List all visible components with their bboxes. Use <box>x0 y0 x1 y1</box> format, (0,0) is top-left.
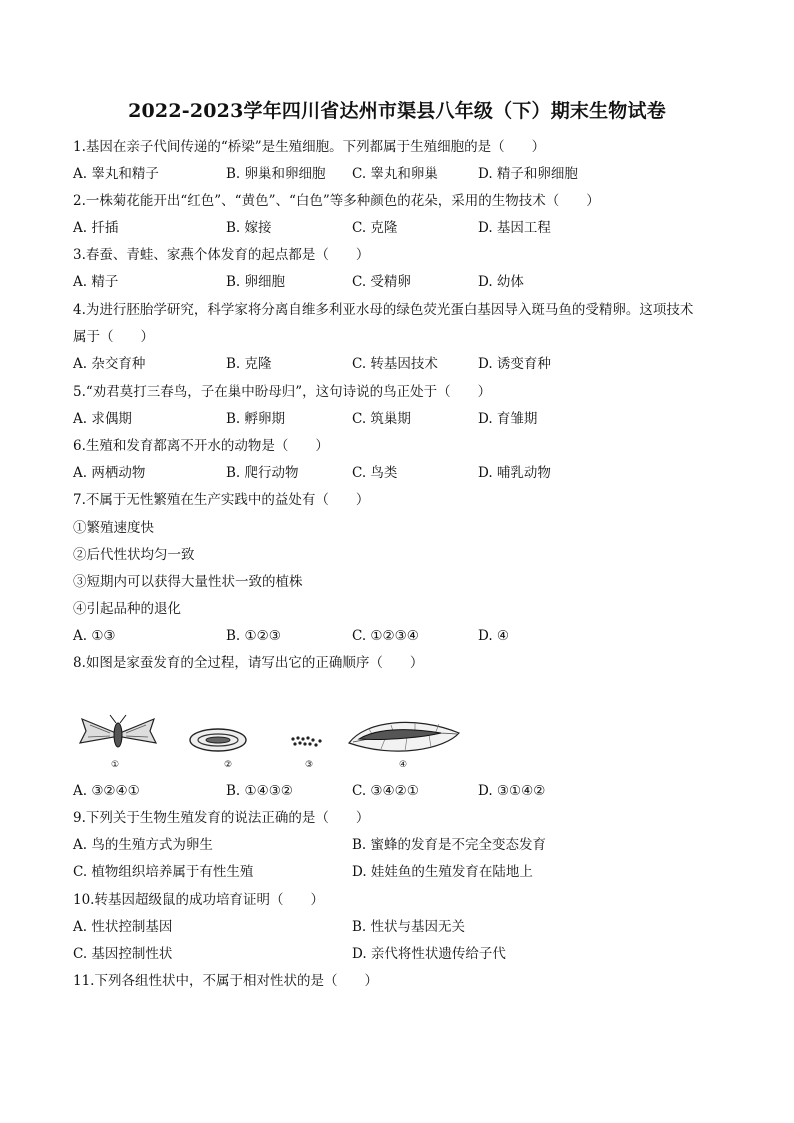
option[interactable]: B. 克隆 <box>226 356 272 372</box>
option[interactable]: D. 亲代将性状遗传给子代 <box>352 946 506 962</box>
option[interactable]: D. 幼体 <box>478 274 524 290</box>
option[interactable]: A. 扦插 <box>73 220 119 236</box>
option[interactable]: B. 蜜蜂的发育是不完全变态发育 <box>352 837 547 853</box>
option[interactable]: A. 两栖动物 <box>73 465 146 481</box>
option[interactable]: C. 转基因技术 <box>352 356 438 372</box>
option[interactable]: D. 哺乳动物 <box>478 465 551 481</box>
option-row <box>73 626 733 646</box>
question-stem: 9.下列关于生物生殖发育的说法正确的是（ ） <box>73 810 370 826</box>
option[interactable]: D. 育雏期 <box>478 411 538 427</box>
statement-item: ②后代性状均匀一致 <box>73 547 195 563</box>
option[interactable]: C. 克隆 <box>352 220 398 236</box>
question-stem: 5.“劝君莫打三春鸟，子在巢中盼母归”，这句诗说的鸟正处于（ ） <box>73 384 492 400</box>
option[interactable]: D. 诱变育种 <box>478 356 551 372</box>
option[interactable]: C. 睾丸和卵巢 <box>352 166 438 182</box>
option[interactable]: B. ①④③② <box>226 783 293 799</box>
figure-label: ③ <box>305 760 314 770</box>
question-stem: 4.为进行胚胎学研究，科学家将分离自维多利亚水母的绿色荧光蛋白基因导入斑马鱼的受精卵。这项技术 <box>73 302 694 318</box>
option[interactable]: B. ①②③ <box>226 628 281 644</box>
question-stem: 1.基因在亲子代间传递的“桥梁”是生殖细胞。下列都属于生殖细胞的是（ ） <box>73 139 546 155</box>
option-row <box>73 272 733 292</box>
option[interactable]: C. 筑巢期 <box>352 411 411 427</box>
option[interactable]: B. 卵巢和卵细胞 <box>226 166 326 182</box>
option[interactable]: D. ③①④② <box>478 783 546 799</box>
question-stem: 3.春蚕、青蛙、家燕个体发育的起点都是（ ） <box>73 247 370 263</box>
question-stem-continued: 属于（ ） <box>73 329 154 345</box>
question-stem: 10.转基因超级鼠的成功培育证明（ ） <box>73 892 324 908</box>
option[interactable]: B. 性状与基因无关 <box>352 919 466 935</box>
option-row <box>73 862 733 882</box>
option-row <box>73 944 733 964</box>
option[interactable]: D. 娃娃鱼的生殖发育在陆地上 <box>352 864 533 880</box>
option[interactable]: A. 精子 <box>73 274 119 290</box>
option[interactable]: B. 嫁接 <box>226 220 272 236</box>
option[interactable]: A. ③②④① <box>73 783 140 799</box>
option[interactable]: C. ①②③④ <box>352 628 419 644</box>
option-row <box>73 781 733 801</box>
option[interactable]: B. 孵卵期 <box>226 411 286 427</box>
question-stem: 11.下列各组性状中，不属于相对性状的是（ ） <box>73 973 378 989</box>
option-row <box>73 917 733 937</box>
silkworm-cocoon-figure <box>188 726 248 754</box>
statement-item: ①繁殖速度快 <box>73 520 154 536</box>
question-stem: 8.如图是家蚕发育的全过程，请写出它的正确顺序（ ） <box>73 655 424 671</box>
option-row <box>73 463 733 483</box>
figure-label: ④ <box>399 760 408 770</box>
statement-item: ④引起品种的退化 <box>73 601 181 617</box>
option[interactable]: D. ④ <box>478 628 510 644</box>
silkworm-eggs-figure <box>289 735 325 749</box>
question-stem: 6.生殖和发育都离不开水的动物是（ ） <box>73 438 329 454</box>
option[interactable]: C. 鸟类 <box>352 465 398 481</box>
option[interactable]: D. 基因工程 <box>478 220 551 236</box>
option[interactable]: B. 爬行动物 <box>226 465 299 481</box>
figure-label: ① <box>111 760 120 770</box>
option[interactable]: A. 睾丸和精子 <box>73 166 159 182</box>
option[interactable]: C. 基因控制性状 <box>73 946 173 962</box>
option[interactable]: A. ①③ <box>73 628 116 644</box>
option-row <box>73 354 733 374</box>
option[interactable]: A. 杂交育种 <box>73 356 146 372</box>
statement-item: ③短期内可以获得大量性状一致的植株 <box>73 574 303 590</box>
option[interactable]: A. 鸟的生殖方式为卵生 <box>73 837 213 853</box>
option[interactable]: D. 精子和卵细胞 <box>478 166 578 182</box>
option[interactable]: C. ③④②① <box>352 783 419 799</box>
question-stem: 7.不属于无性繁殖在生产实践中的益处有（ ） <box>73 492 370 508</box>
option[interactable]: B. 卵细胞 <box>226 274 286 290</box>
option-row <box>73 218 733 238</box>
option-row <box>73 164 733 184</box>
option[interactable]: C. 植物组织培养属于有性生殖 <box>73 864 254 880</box>
option[interactable]: C. 受精卵 <box>352 274 411 290</box>
option-row <box>73 835 733 855</box>
page-title: 2022-2023学年四川省达州市渠县八年级（下）期末生物试卷 <box>128 100 666 122</box>
figure-label: ② <box>224 760 233 770</box>
option[interactable]: A. 性状控制基因 <box>73 919 173 935</box>
option-row <box>73 409 733 429</box>
option[interactable]: A. 求偶期 <box>73 411 132 427</box>
question-stem: 2.一株菊花能开出“红色”、“黄色”、“白色”等多种颜色的花朵，采用的生物技术（ ） <box>73 193 600 209</box>
silkworm-larva-figure <box>345 715 465 759</box>
silkworm-moth-figure <box>76 713 160 755</box>
